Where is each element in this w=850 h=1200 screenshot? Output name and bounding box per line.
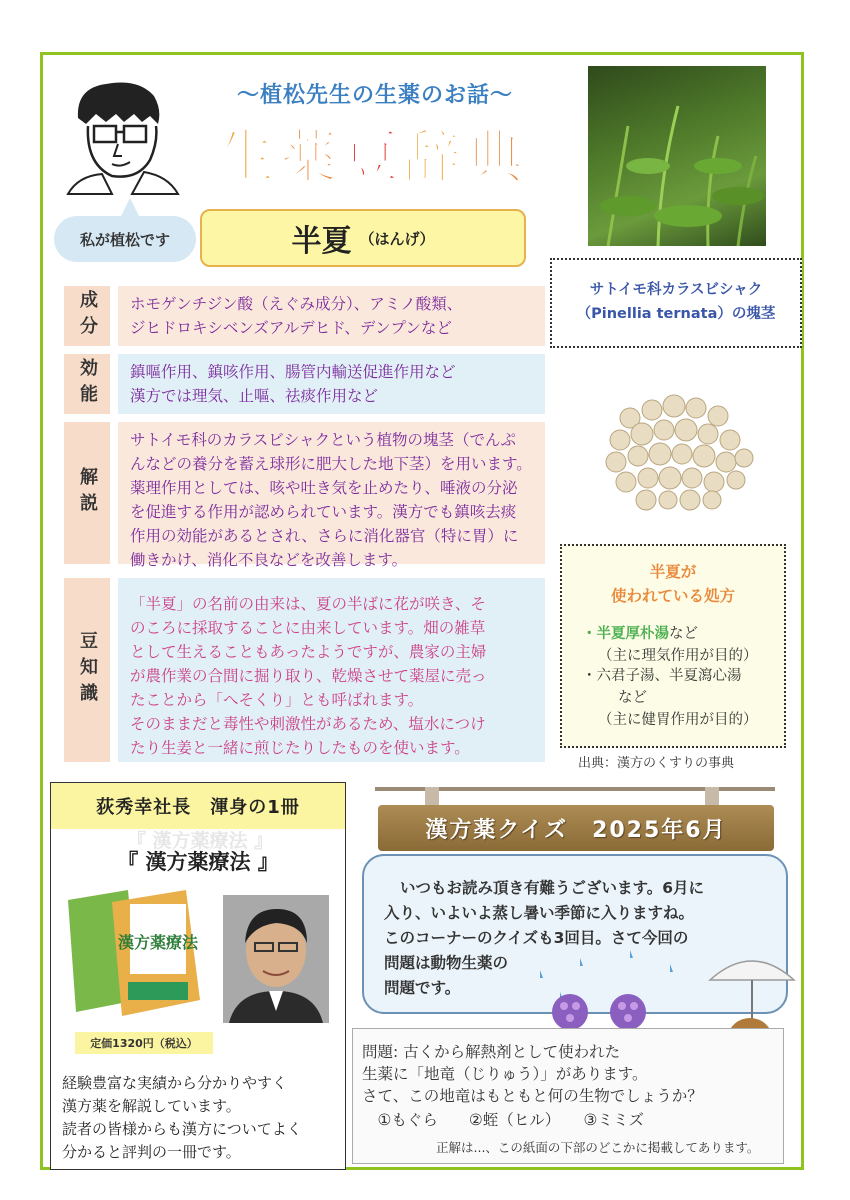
section-effects xyxy=(118,354,545,414)
book-description xyxy=(62,1072,342,1164)
caption-line: サトイモ科カラスビシャク xyxy=(589,282,763,298)
title-char: 豆 xyxy=(340,123,403,191)
intro-line: 入り、いよいよ蒸し暑い季節に入りますね。 xyxy=(384,904,695,922)
section-label-components: 成分 xyxy=(64,286,110,346)
text-line: そのままだと毒性や刺激性があるため、塩水につけ xyxy=(130,715,486,733)
rx-note-1: （主に理気作用が目的） xyxy=(598,648,758,664)
desc-line: 読者の皆様からも漢方についてよく xyxy=(62,1120,302,1138)
text-line: たことから「へそくり」とも呼ばれます。 xyxy=(130,691,424,709)
plant-caption xyxy=(550,258,802,348)
desc-line: 経験豊富な実績から分かりやすく xyxy=(62,1074,288,1092)
book-price: 定価1320円（税込） xyxy=(75,1032,213,1054)
sign-strap xyxy=(425,787,439,805)
rx-suffix: など xyxy=(669,626,698,642)
plant-photo xyxy=(588,66,766,246)
book-title: 『 漢方薬療法 』 xyxy=(117,850,279,874)
desc-line: 漢方薬を解説しています。 xyxy=(62,1097,241,1115)
book-cover-text: 漢方薬療法 xyxy=(117,933,199,952)
intro-line: いつもお読み頂き有難うございます。6月に xyxy=(400,879,705,897)
herb-name-box xyxy=(200,209,526,267)
answer-note: 正解は...、この紙面の下部のどこかに掲載してあります。 xyxy=(436,1140,760,1155)
sign-strap xyxy=(705,787,719,805)
text-line: 薬理作用としては、咳や吐き気を止めたり、唾液の分泌 xyxy=(130,479,518,497)
title-char: 薬 xyxy=(278,123,341,191)
title-char: 生 xyxy=(216,123,279,191)
rx-item-2: ・六君子湯、半夏瀉心湯 xyxy=(582,668,742,684)
book-cover-image xyxy=(68,890,208,1020)
prescriptions-title xyxy=(562,560,784,608)
caption-line: （Pinellia ternata）の塊茎 xyxy=(576,306,776,322)
page-title xyxy=(192,110,552,194)
rx-note-2: （主に健胃作用が目的） xyxy=(598,712,758,728)
section-label-trivia: 豆知識 xyxy=(64,578,110,762)
speech-bubble-tail xyxy=(120,198,140,218)
text-line: として生えることもあったようですが、農家の主婦 xyxy=(130,643,487,661)
text-line: サトイモ科のカラスビシャクという植物の塊茎（でんぷ xyxy=(130,431,516,449)
text-line: ホモゲンチジン酸（えぐみ成分）、アミノ酸類、 xyxy=(130,295,463,313)
herb-name: 半夏 xyxy=(291,224,352,259)
question-choices: ①もぐら ②蛭（ヒル） ③ミミズ xyxy=(362,1111,644,1129)
text-line: たり生姜と一緒に煎じたりしたものを使います。 xyxy=(130,739,470,757)
speech-bubble: 私が植松です xyxy=(54,216,196,262)
question-line: 生薬に「地竜（じりゅう）」があります。 xyxy=(362,1065,648,1083)
text-line: を促進する作用が認められています。漢方でも鎮咳去痰 xyxy=(130,503,517,521)
text-line: 「半夏」の名前の由来は、夏の半ばに花が咲き、そ xyxy=(130,595,486,613)
section-components xyxy=(118,286,545,346)
text-line: のころに採取することに由来しています。畑の雑草 xyxy=(130,619,486,637)
question-line: 問題: 古くから解熱剤として使われた xyxy=(362,1043,621,1061)
section-explanation xyxy=(118,422,545,569)
sensei-caricature xyxy=(58,76,188,196)
rx-item-1 xyxy=(582,622,698,643)
text-line: 鎮嘔作用、鎮咳作用、腸管内輸送促進作用など xyxy=(130,363,456,381)
tuber-photo xyxy=(590,358,760,528)
desc-line: 分かると評判の一冊です。 xyxy=(62,1143,241,1161)
text-line: 作用の効能があるとされ、さらに消化器官（特に胃）に xyxy=(130,527,519,545)
president-photo xyxy=(223,895,329,1023)
rx-title-line: 半夏が xyxy=(649,563,697,581)
text-line: が農作業の合間に掘り取り、乾燥させて薬屋に売っ xyxy=(130,667,487,685)
rx-name: ・半夏厚朴湯 xyxy=(582,626,669,642)
book-ghost-title: 『 漢方薬療法 』 xyxy=(126,830,274,852)
section-label-effects: 効能 xyxy=(64,354,110,414)
intro-line: 問題です。 xyxy=(384,979,461,997)
header-subtitle: ～植松先生の生薬のお話～ xyxy=(236,83,513,108)
text-line: 漢方では理気、止嘔、祛痰作用など xyxy=(130,387,379,405)
question-line: さて、この地竜はもともと何の生物でしょうか？ xyxy=(362,1087,703,1105)
book-header: 荻秀幸社長 渾身の1冊 xyxy=(51,783,345,829)
herb-reading: （はんげ） xyxy=(359,229,435,248)
intro-line: このコーナーのクイズも3回目。さて今回の xyxy=(384,929,689,947)
quiz-sign: 漢方薬クイズ 2025年6月 xyxy=(378,805,774,851)
title-char: 典 xyxy=(465,123,528,191)
rx-title-line: 使われている処方 xyxy=(610,587,735,605)
title-char: 辞 xyxy=(403,123,466,191)
text-line: 働きかけ、消化不良などを改善します。 xyxy=(130,551,408,569)
text-line: んなどの養分を蓄え球形に肥大した地下茎）を用います。 xyxy=(130,455,532,473)
source-credit: 出典：漢方のくすりの事典 xyxy=(578,756,735,771)
section-trivia xyxy=(118,578,545,762)
section-label-explanation: 解説 xyxy=(64,422,110,564)
rx-item-2-suffix: など xyxy=(618,690,647,706)
text-line: ジヒドロキシベンズアルデヒド、デンプンなど xyxy=(130,319,452,337)
intro-line: 問題は動物生薬の xyxy=(384,954,509,972)
